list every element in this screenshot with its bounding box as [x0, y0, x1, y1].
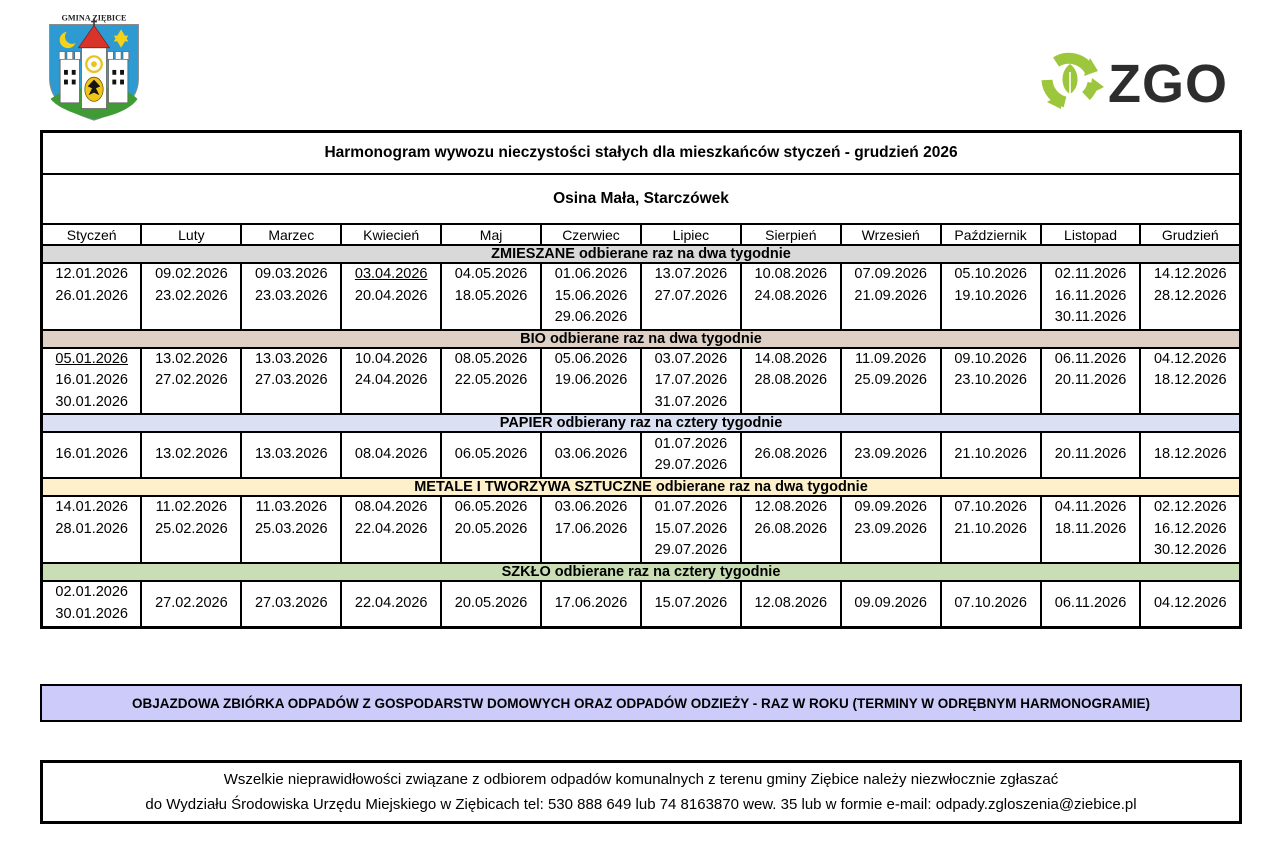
date-entry: 12.08.2026	[754, 499, 828, 515]
date-entry: 15.06.2026	[554, 287, 628, 304]
date-entry: 28.01.2026	[55, 520, 128, 537]
date-entry: 18.05.2026	[454, 287, 528, 304]
left-tower	[59, 52, 80, 103]
date-entry: 09.03.2026	[254, 266, 328, 282]
date-entry: 20.05.2026	[454, 594, 528, 611]
date-entry: 07.10.2026	[954, 499, 1027, 515]
month-header-10: Październik	[941, 224, 1041, 245]
date-entry: 23.03.2026	[254, 287, 328, 304]
section-label-4: METALE I TWORZYWA SZTUCZNE odbierane raz na dwa tygodnie	[42, 478, 1241, 496]
date-cell	[541, 348, 641, 415]
date-entry: 25.02.2026	[155, 520, 228, 537]
date-entry: 28.12.2026	[1153, 287, 1227, 304]
date-entry: 13.02.2026	[155, 350, 228, 367]
date-entry: 13.07.2026	[654, 266, 728, 282]
date-cell	[441, 496, 541, 563]
contact-line-2: do Wydziału Środowiska Urzędu Miejskiego w Ziębicach tel: 530 888 649 lub 74 8163870 wew. 35 lub w formie e-mail: odpady.zgloszenia@ziebice.pl	[145, 796, 1137, 813]
section-band-row	[42, 330, 1241, 348]
date-entry: 04.05.2026	[454, 266, 528, 282]
date-cell	[941, 432, 1041, 478]
date-entry: 19.10.2026	[954, 287, 1027, 304]
right-tower	[108, 52, 129, 103]
date-entry: 11.02.2026	[155, 499, 228, 515]
date-entry: 01.06.2026	[554, 266, 628, 282]
date-entry: 14.01.2026	[55, 499, 128, 515]
date-entry: 24.08.2026	[754, 287, 828, 304]
section-dates-row	[42, 496, 1241, 563]
date-entry: 18.12.2026	[1153, 372, 1227, 388]
date-cell	[641, 496, 741, 563]
date-cell	[42, 496, 142, 563]
date-cell	[141, 348, 241, 415]
date-entry: 29.06.2026	[554, 309, 628, 325]
date-cell	[42, 263, 142, 330]
month-header-9: Wrzesień	[841, 224, 941, 245]
subtitle-row	[42, 174, 1241, 224]
date-entry: 04.12.2026	[1153, 594, 1227, 611]
date-entry: 25.09.2026	[854, 372, 927, 388]
month-header-3: Marzec	[241, 224, 341, 245]
table-title: Harmonogram wywozu nieczystości stałych dla mieszkańców styczeń - grudzień 2026	[42, 132, 1241, 175]
section-label-3: PAPIER odbierany raz na cztery tygodnie	[42, 414, 1241, 432]
date-entry: 17.06.2026	[554, 594, 628, 611]
date-entry: 14.12.2026	[1153, 266, 1227, 282]
date-entry: 27.02.2026	[155, 594, 228, 611]
date-entry: 05.01.2026	[55, 350, 128, 367]
date-cell	[641, 348, 741, 415]
date-entry: 21.09.2026	[854, 287, 927, 304]
date-entry: 10.08.2026	[754, 266, 828, 282]
date-cell	[641, 263, 741, 330]
date-entry: 13.03.2026	[254, 446, 328, 463]
date-entry: 17.06.2026	[554, 520, 628, 537]
date-entry: 12.08.2026	[754, 594, 828, 611]
date-entry: 03.04.2026	[354, 266, 428, 282]
date-entry: 16.01.2026	[55, 446, 128, 463]
date-entry: 30.01.2026	[55, 393, 128, 410]
contact-info-box	[40, 760, 1242, 824]
date-entry: 23.09.2026	[854, 520, 927, 537]
month-header-12: Grudzień	[1140, 224, 1240, 245]
month-header-8: Sierpień	[741, 224, 841, 245]
date-entry: 04.11.2026	[1054, 499, 1127, 515]
date-entry: 20.11.2026	[1054, 446, 1127, 463]
date-entry: 06.11.2026	[1054, 594, 1127, 611]
date-cell	[641, 432, 741, 478]
date-cell	[341, 581, 441, 628]
month-header-4: Kwiecień	[341, 224, 441, 245]
date-entry: 20.05.2026	[454, 520, 528, 537]
date-entry: 16.01.2026	[55, 372, 128, 388]
date-entry: 08.04.2026	[354, 499, 428, 515]
date-entry: 31.07.2026	[654, 393, 728, 410]
date-cell	[141, 263, 241, 330]
date-cell	[1140, 432, 1240, 478]
date-entry: 22.04.2026	[354, 594, 428, 611]
date-entry: 01.07.2026	[654, 499, 728, 515]
date-entry: 02.12.2026	[1153, 499, 1227, 515]
date-cell	[441, 581, 541, 628]
schedule-table-wrap	[40, 130, 1242, 629]
date-entry: 26.08.2026	[754, 446, 828, 463]
date-entry: 22.04.2026	[354, 520, 428, 537]
date-cell	[42, 432, 142, 478]
date-cell	[841, 432, 941, 478]
date-entry: 13.02.2026	[155, 446, 228, 463]
date-entry: 30.12.2026	[1153, 542, 1227, 558]
section-dates-row	[42, 263, 1241, 330]
date-cell	[141, 496, 241, 563]
date-entry: 16.12.2026	[1153, 520, 1227, 537]
date-entry: 02.01.2026	[55, 584, 128, 600]
date-entry: 07.10.2026	[954, 594, 1027, 611]
date-cell	[241, 496, 341, 563]
date-cell	[541, 263, 641, 330]
date-entry: 04.12.2026	[1153, 350, 1227, 367]
date-entry: 23.02.2026	[155, 287, 228, 304]
date-cell	[42, 581, 142, 628]
date-cell	[841, 496, 941, 563]
date-cell	[941, 581, 1041, 628]
date-entry: 03.06.2026	[554, 499, 628, 515]
date-cell	[741, 581, 841, 628]
date-entry: 13.03.2026	[254, 350, 328, 367]
month-header-1: Styczeń	[42, 224, 142, 245]
date-cell	[341, 348, 441, 415]
date-entry: 01.07.2026	[654, 435, 728, 452]
date-cell	[1140, 348, 1240, 415]
section-band-row	[42, 478, 1241, 496]
crest-label: GMINA ZIĘBICE	[61, 13, 127, 23]
date-entry: 05.10.2026	[954, 266, 1027, 282]
date-entry: 20.04.2026	[354, 287, 428, 304]
date-entry: 05.06.2026	[554, 350, 628, 367]
date-cell	[941, 348, 1041, 415]
date-cell	[1140, 263, 1240, 330]
date-entry: 29.07.2026	[654, 542, 728, 558]
date-cell	[1041, 432, 1141, 478]
date-cell	[1140, 581, 1240, 628]
date-entry: 25.03.2026	[254, 520, 328, 537]
gmina-ziebice-crest	[36, 10, 152, 126]
date-entry: 12.01.2026	[55, 266, 128, 282]
date-entry: 16.11.2026	[1054, 287, 1127, 304]
date-entry: 18.12.2026	[1153, 446, 1227, 463]
date-cell	[541, 432, 641, 478]
date-entry: 03.07.2026	[654, 350, 728, 367]
month-header-7: Lipiec	[641, 224, 741, 245]
date-entry: 06.05.2026	[454, 499, 528, 515]
roaming-collection-banner: OBJAZDOWA ZBIÓRKA ODPADÓW Z GOSPODARSTW DOMOWYCH ORAZ ODPADÓW ODZIEŻY - RAZ W ROKU (TERMINY W ODRĘBNYM HARMONOGRAMIE)	[40, 684, 1242, 722]
date-cell	[241, 263, 341, 330]
date-entry: 08.05.2026	[454, 350, 528, 367]
date-cell	[1041, 581, 1141, 628]
date-cell	[941, 263, 1041, 330]
date-cell	[541, 496, 641, 563]
date-entry: 30.11.2026	[1054, 309, 1127, 325]
table-subtitle: Osina Mała, Starczówek	[42, 174, 1241, 224]
date-cell	[141, 581, 241, 628]
date-entry: 23.10.2026	[954, 372, 1027, 388]
date-entry: 19.06.2026	[554, 372, 628, 388]
date-cell	[841, 581, 941, 628]
date-entry: 06.05.2026	[454, 446, 528, 463]
date-entry: 20.11.2026	[1054, 372, 1127, 388]
date-cell	[441, 432, 541, 478]
date-cell	[741, 496, 841, 563]
section-dates-row	[42, 348, 1241, 415]
date-entry: 15.07.2026	[654, 520, 728, 537]
date-entry: 08.04.2026	[354, 446, 428, 463]
date-entry: 21.10.2026	[954, 446, 1027, 463]
month-header-2: Luty	[141, 224, 241, 245]
date-entry: 21.10.2026	[954, 520, 1027, 537]
zgo-logo	[1034, 44, 1234, 114]
date-cell	[541, 581, 641, 628]
section-band-row	[42, 414, 1241, 432]
contact-line-1: Wszelkie nieprawidłowości związane z odbiorem odpadów komunalnych z terenu gminy Ziębice należy niezwłocznie zgłaszać	[223, 771, 1059, 788]
date-cell	[1041, 496, 1141, 563]
section-label-2: BIO odbierane raz na dwa tygodnie	[42, 330, 1241, 348]
date-cell	[341, 432, 441, 478]
date-entry: 09.09.2026	[854, 594, 927, 611]
month-header-6: Czerwiec	[541, 224, 641, 245]
date-cell	[741, 432, 841, 478]
date-entry: 23.09.2026	[854, 446, 927, 463]
title-row	[42, 132, 1241, 175]
date-entry: 22.05.2026	[454, 372, 528, 388]
date-cell	[1041, 348, 1141, 415]
month-header-11: Listopad	[1041, 224, 1141, 245]
date-cell	[741, 263, 841, 330]
date-entry: 09.10.2026	[954, 350, 1027, 367]
date-entry: 09.09.2026	[854, 499, 927, 515]
section-dates-row	[42, 432, 1241, 478]
date-entry: 27.03.2026	[254, 594, 328, 611]
month-header-5: Maj	[441, 224, 541, 245]
section-label-5: SZKŁO odbierane raz na cztery tygodnie	[42, 563, 1241, 581]
months-header-row	[42, 224, 1241, 245]
date-entry: 11.09.2026	[854, 350, 927, 367]
date-entry: 27.07.2026	[654, 287, 728, 304]
date-cell	[341, 263, 441, 330]
date-entry: 06.11.2026	[1054, 350, 1127, 367]
date-cell	[42, 348, 142, 415]
date-entry: 17.07.2026	[654, 372, 728, 388]
section-band-row	[42, 245, 1241, 263]
date-cell	[941, 496, 1041, 563]
date-cell	[241, 432, 341, 478]
date-cell	[341, 496, 441, 563]
section-band-row	[42, 563, 1241, 581]
date-entry: 10.04.2026	[354, 350, 428, 367]
date-cell	[241, 348, 341, 415]
date-entry: 07.09.2026	[854, 266, 927, 282]
date-entry: 03.06.2026	[554, 446, 628, 463]
date-entry: 09.02.2026	[155, 266, 228, 282]
zgo-logo-text: ZGO	[1108, 54, 1228, 114]
date-entry: 15.07.2026	[654, 594, 728, 611]
date-entry: 27.03.2026	[254, 372, 328, 388]
date-entry: 14.08.2026	[754, 350, 828, 367]
section-dates-row	[42, 581, 1241, 628]
date-entry: 02.11.2026	[1054, 266, 1127, 282]
date-cell	[1140, 496, 1240, 563]
date-entry: 26.08.2026	[754, 520, 828, 537]
date-entry: 29.07.2026	[654, 457, 728, 473]
date-cell	[1041, 263, 1141, 330]
date-entry: 27.02.2026	[155, 372, 228, 388]
date-entry: 11.03.2026	[255, 499, 328, 515]
date-entry: 26.01.2026	[55, 287, 128, 304]
date-entry: 18.11.2026	[1054, 520, 1127, 537]
date-cell	[841, 263, 941, 330]
schedule-table	[40, 130, 1242, 629]
date-cell	[841, 348, 941, 415]
section-label-1: ZMIESZANE odbierane raz na dwa tygodnie	[42, 245, 1241, 263]
date-cell	[241, 581, 341, 628]
date-cell	[641, 581, 741, 628]
date-cell	[141, 432, 241, 478]
date-entry: 30.01.2026	[55, 605, 128, 622]
date-cell	[441, 263, 541, 330]
date-cell	[441, 348, 541, 415]
date-entry: 24.04.2026	[354, 372, 428, 388]
date-cell	[741, 348, 841, 415]
date-entry: 28.08.2026	[754, 372, 828, 388]
